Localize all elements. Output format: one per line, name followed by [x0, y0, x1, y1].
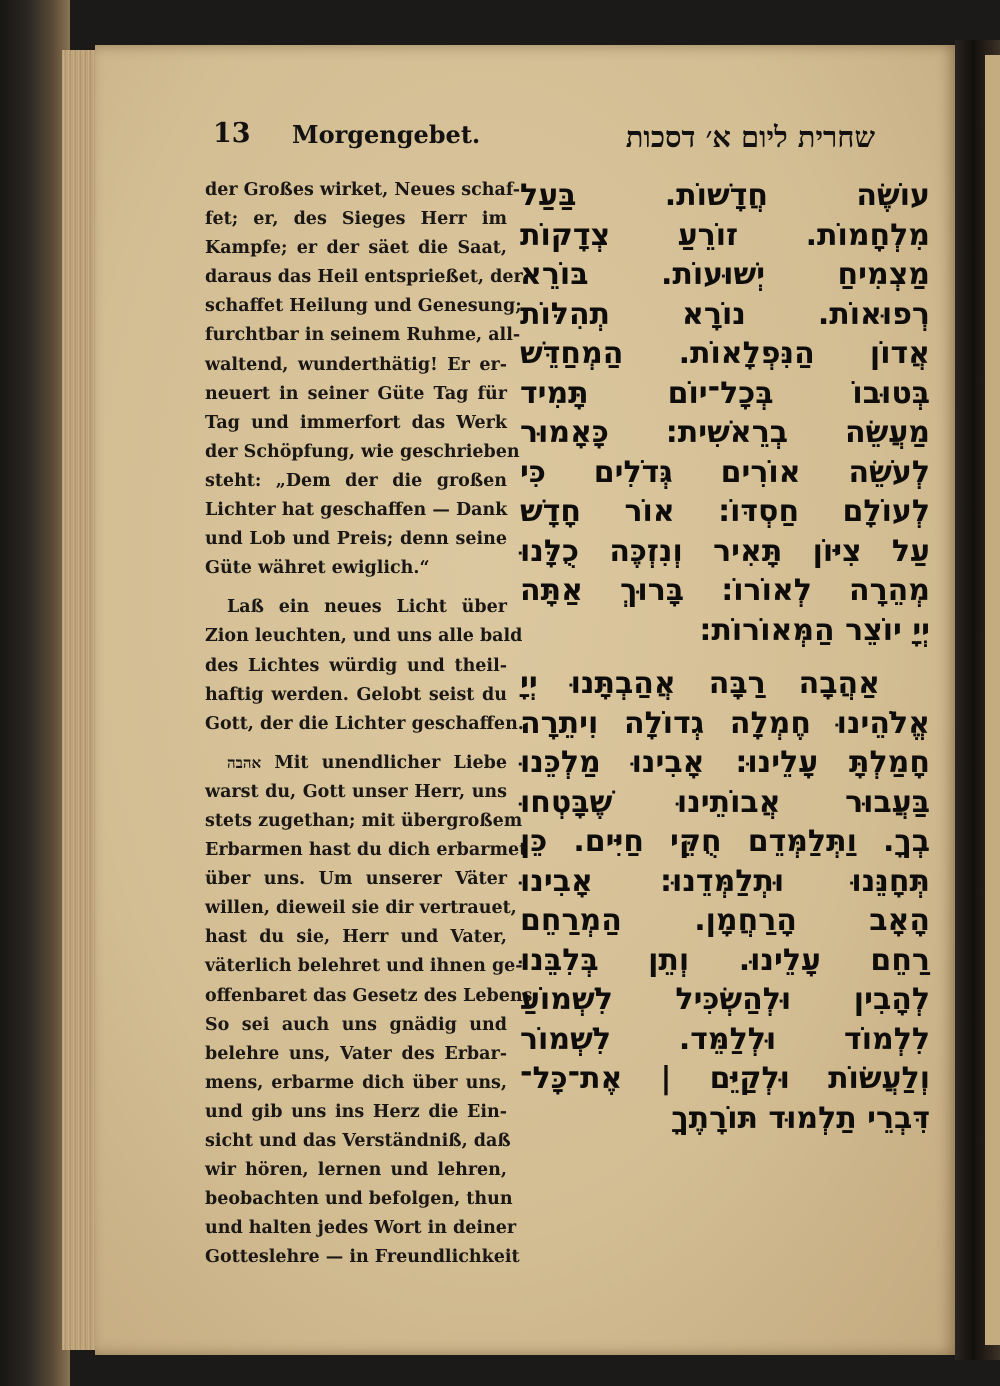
text-line: בְּטוּבוֹ בְּכָל־יוֹם תָּמִיד: [520, 375, 930, 411]
text-line: wir hören, lernen und lehren,: [205, 1160, 507, 1181]
text-line: Laß ein neues Licht über: [227, 597, 507, 618]
text-line: väterlich belehret und ihnen ge-: [205, 956, 523, 977]
text-line: sicht und das Verständniß, daß: [205, 1131, 511, 1151]
text-line: offenbaret das Gesetz des Lebens.: [205, 985, 539, 1006]
page-number: 13: [213, 118, 251, 149]
running-header: [205, 112, 895, 162]
text-line: Kampfe; er der säet die Saat,: [205, 238, 507, 259]
hebrew-paragraph-1: [520, 176, 930, 650]
section-marker-hebrew: אהבה: [227, 753, 262, 772]
text-line: הָאָב הָרַחֲמָן. הַמְרַחֵם: [520, 903, 930, 938]
text-line: Gotteslehre — in Freundlichkeit: [205, 1247, 520, 1268]
text-line: mens, erbarme dich über uns,: [205, 1072, 507, 1093]
text-line: Gott, der die Lichter geschaffen.: [205, 713, 524, 734]
text-line: Zion leuchten, und uns alle bald: [205, 626, 523, 647]
text-line: אַהֲבָה רַבָּה אֲהַבְתָּנוּ יְיָ: [520, 666, 880, 701]
text-line: beobachten und befolgen, thun: [205, 1189, 513, 1210]
text-line: willen, dieweil sie dir vertrauet,: [205, 898, 517, 919]
text-line: לְעוֹלָם חַסְדּוֹ: אוֹר חָדָשׁ: [520, 494, 930, 529]
text-line: בְךָ. וַתְּלַמְּדֵם חֻקֵּי חַיִּים. כֵּן: [520, 824, 930, 859]
book-cover-edge: [0, 0, 70, 1386]
text-line: אֱלֹהֵינוּ חֶמְלָה גְדוֹלָה וִיתֵרָה: [520, 705, 930, 741]
text-line: עוֹשֶׂה חֲדָשׁוֹת. בַּעַל: [520, 178, 930, 213]
text-line: steht: „Dem der die großen: [205, 470, 507, 491]
text-line: מִלְחָמוֹת. זוֹרֵעַ צְדָקוֹת: [520, 217, 930, 253]
text-line: furchtbar in seinem Ruhme, all-: [205, 325, 521, 346]
text-line: über uns. Um unserer Väter: [205, 869, 507, 890]
text-line: des Lichtes würdig und theil-: [205, 655, 507, 676]
hebrew-column: [520, 176, 930, 1138]
text-line: רְפוּאוֹת. נוֹרָא תְהִלּוֹת: [520, 296, 930, 332]
facing-page-edge: [985, 55, 1000, 1345]
text-line: und halten jedes Wort in deiner: [205, 1218, 517, 1239]
text-line: hast du sie, Herr und Vater,: [205, 927, 507, 948]
text-line: der Großes wirket, Neues schaf-: [205, 180, 521, 200]
text-line: schaffet Heilung und Genesung;: [205, 296, 522, 317]
text-line: daraus das Heil entsprießet, der: [205, 267, 523, 288]
text-line: חָמַלְתָּ עָלֵינוּ: אָבִינוּ מַלְכֵּנוּ: [520, 745, 930, 780]
text-line: לְעֹשֵׂה אוֹרִים גְּדֹלִים כִּי: [520, 454, 930, 490]
text-line: der Schöpfung, wie geschrieben: [205, 441, 520, 462]
text-line: belehre uns, Vater des Erbar-: [205, 1043, 507, 1064]
running-title-german: Morgengebet.: [292, 120, 481, 149]
german-paragraph-2: [205, 593, 524, 738]
hebrew-paragraph-2: [520, 664, 930, 1138]
text-line: Erbarmen hast du dich erbarmet: [205, 840, 528, 861]
text-line: stets zugethan; mit übergroßem: [205, 810, 523, 831]
text-line: בַּעֲבוּר אֲבוֹתֵינוּ שֶׁבָּטְחוּ: [520, 784, 930, 820]
running-title-hebrew: שחרית ליום א׳ דסכות: [625, 120, 875, 154]
paragraph-gap: [520, 650, 930, 664]
text-line: fet; er, des Sieges Herr im: [205, 209, 507, 230]
text-line: und Lob und Preis; denn seine: [205, 529, 507, 550]
german-column: [205, 176, 539, 1272]
text-line: וְלַעֲשׂוֹת וּלְקַיֵּם | אֶת־כָּל־: [520, 1061, 930, 1096]
text-line: תְּחָנֵּנוּ וּתְלַמְּדֵנוּ: אָבִינוּ: [520, 863, 930, 899]
text-line: מְהֵרָה לְאוֹרוֹ: בָּרוּךְ אַתָּה: [520, 573, 930, 608]
german-paragraph-3: [205, 749, 539, 1273]
text-line: יְיָ יוֹצֵר הַמְּאוֹרוֹת:: [699, 612, 930, 648]
text-fragment: Mit unendlicher Liebe: [274, 752, 507, 773]
german-paragraph-1: [205, 176, 523, 583]
text-line: מַצְמִיחַ יְשׁוּעוֹת. בּוֹרֵא: [520, 257, 930, 292]
text-line: Lichter hat geschaffen — Dank: [205, 500, 508, 521]
text-line: דִּבְרֵי תַלְמוּד תּוֹרָתֶךָ: [671, 1100, 930, 1136]
text-line: [205, 749, 507, 778]
text-line: אֲדוֹן הַנִּפְלָאוֹת. הַמְחַדֵּשׁ: [520, 336, 930, 371]
text-line: לְהָבִין וּלְהַשְׂכִּיל לִשְׁמוֹעַ: [520, 982, 930, 1017]
text-line: עַל צִיּוֹן תָּאִיר וְנִזְכֶּה כֻלָּנוּ: [520, 533, 930, 569]
text-line: und gib uns ins Herz die Ein-: [205, 1101, 507, 1122]
text-line: Güte währet ewiglich.“: [205, 558, 430, 579]
text-line: מַעֲשֵׂה בְרֵאשִׁית: כָּאָמוּר: [520, 415, 930, 450]
paragraph-gap: [205, 583, 507, 593]
text-line: לִלְמוֹד וּלְלַמֵּד. לִשְׁמוֹר: [520, 1021, 930, 1057]
text-line: So sei auch uns gnädig und: [205, 1014, 507, 1035]
text-line: haftig werden. Gelobt seist du: [205, 684, 507, 705]
text-line: neuert in seiner Güte Tag für: [205, 383, 507, 404]
text-line: Tag und immerfort das Werk: [205, 412, 507, 433]
text-line: רַחֵם עָלֵינוּ. וְתֵן בְּלִבֵּנוּ: [520, 942, 930, 978]
paragraph-gap: [205, 739, 507, 749]
text-line: waltend, wunderthätig! Er er-: [205, 354, 507, 375]
text-line: warst du, Gott unser Herr, uns: [205, 781, 507, 802]
page-stack-edge: [62, 50, 98, 1350]
